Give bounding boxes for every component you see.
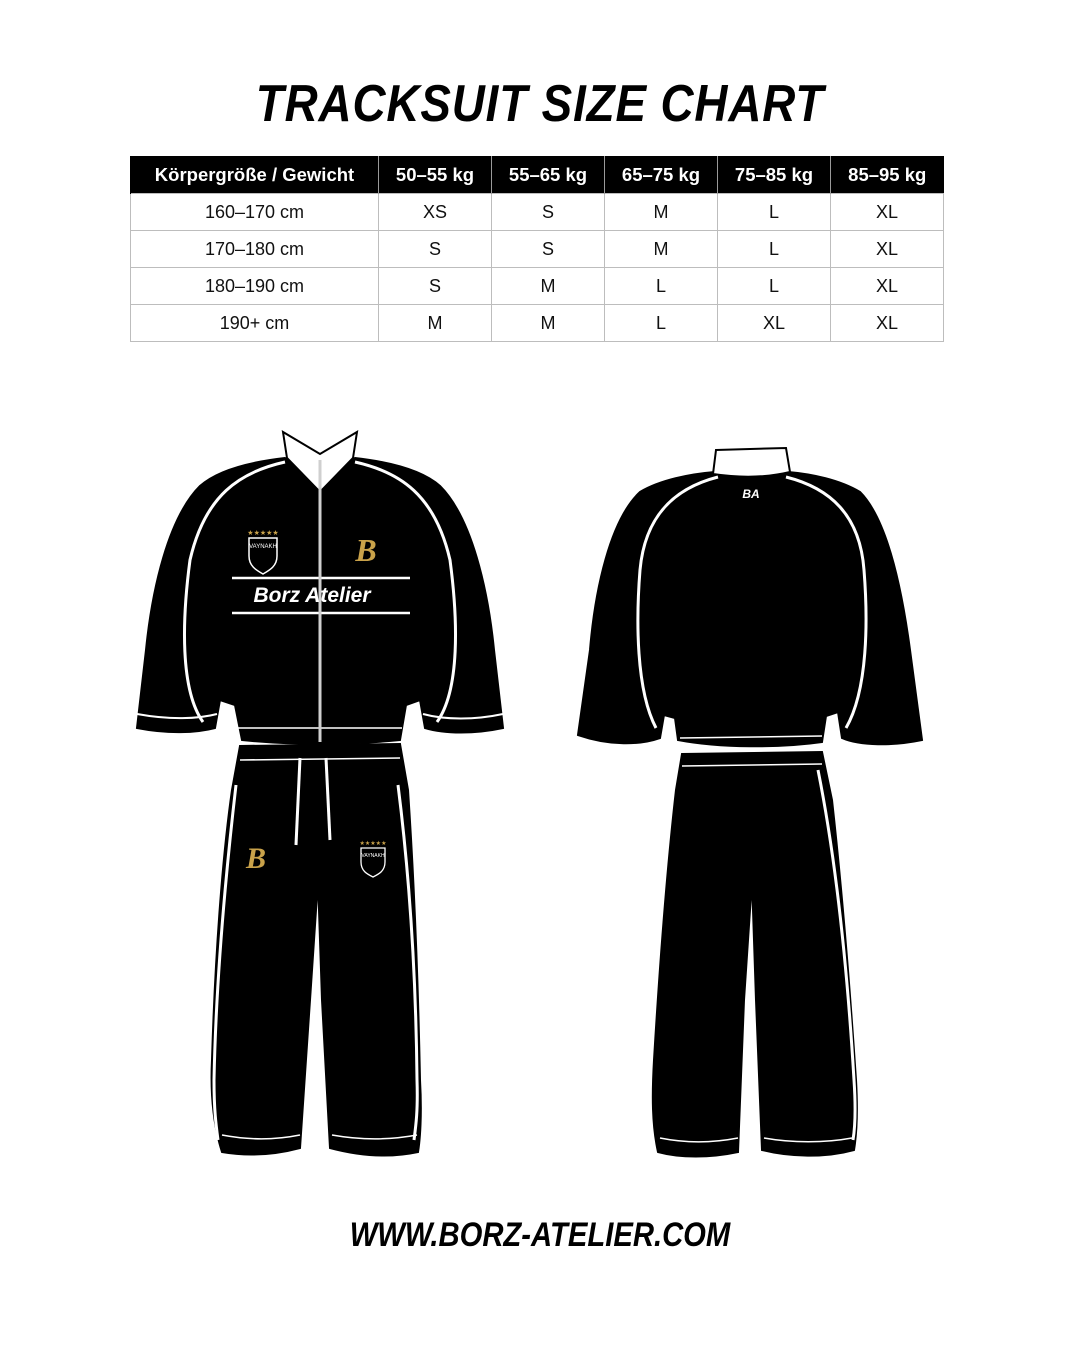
height-cell: 180–190 cm [131,268,379,305]
size-cell: XS [379,194,492,231]
page-title: TRACKSUIT SIZE CHART [255,75,825,133]
monogram-icon: B [355,532,377,568]
size-cell: L [605,305,718,342]
front-jacket [137,432,503,744]
size-cell: S [379,231,492,268]
size-cell: L [718,268,831,305]
header-height-weight: Körpergröße / Gewicht [131,156,379,194]
svg-text:★★★★★: ★★★★★ [359,841,387,847]
back-pants [653,752,857,1157]
size-cell: L [718,194,831,231]
size-cell: XL [831,231,944,268]
chest-brand-text: Borz Atelier [253,584,371,607]
height-cell: 190+ cm [131,305,379,342]
size-cell: M [492,305,605,342]
height-cell: 160–170 cm [131,194,379,231]
header-weight-col: 75–85 kg [718,156,831,194]
pants-monogram-icon: B [245,842,267,875]
website-url: WWW.BORZ-ATELIER.COM [349,1216,731,1254]
size-cell: S [492,231,605,268]
header-weight-col: 65–75 kg [605,156,718,194]
header-weight-col: 55–65 kg [492,156,605,194]
size-cell: M [492,268,605,305]
pants-crest-text: VAYNAKH [361,853,385,859]
size-cell: L [718,231,831,268]
size-cell: XL [831,194,944,231]
size-cell: XL [718,305,831,342]
size-cell: XL [831,268,944,305]
header-weight-col: 85–95 kg [831,156,944,194]
height-cell: 170–180 cm [131,231,379,268]
size-cell: M [605,194,718,231]
size-cell: M [605,231,718,268]
back-jacket [578,448,922,746]
front-pants [212,744,421,1155]
crest-text: VAYNAKH [249,544,277,550]
header-weight-col: 50–55 kg [379,156,492,194]
svg-text:★★★★★: ★★★★★ [247,530,279,537]
size-cell: M [379,305,492,342]
back-logo-icon: BA [742,487,760,501]
size-cell: XL [831,305,944,342]
size-cell: S [379,268,492,305]
size-cell: S [492,194,605,231]
size-cell: L [605,268,718,305]
